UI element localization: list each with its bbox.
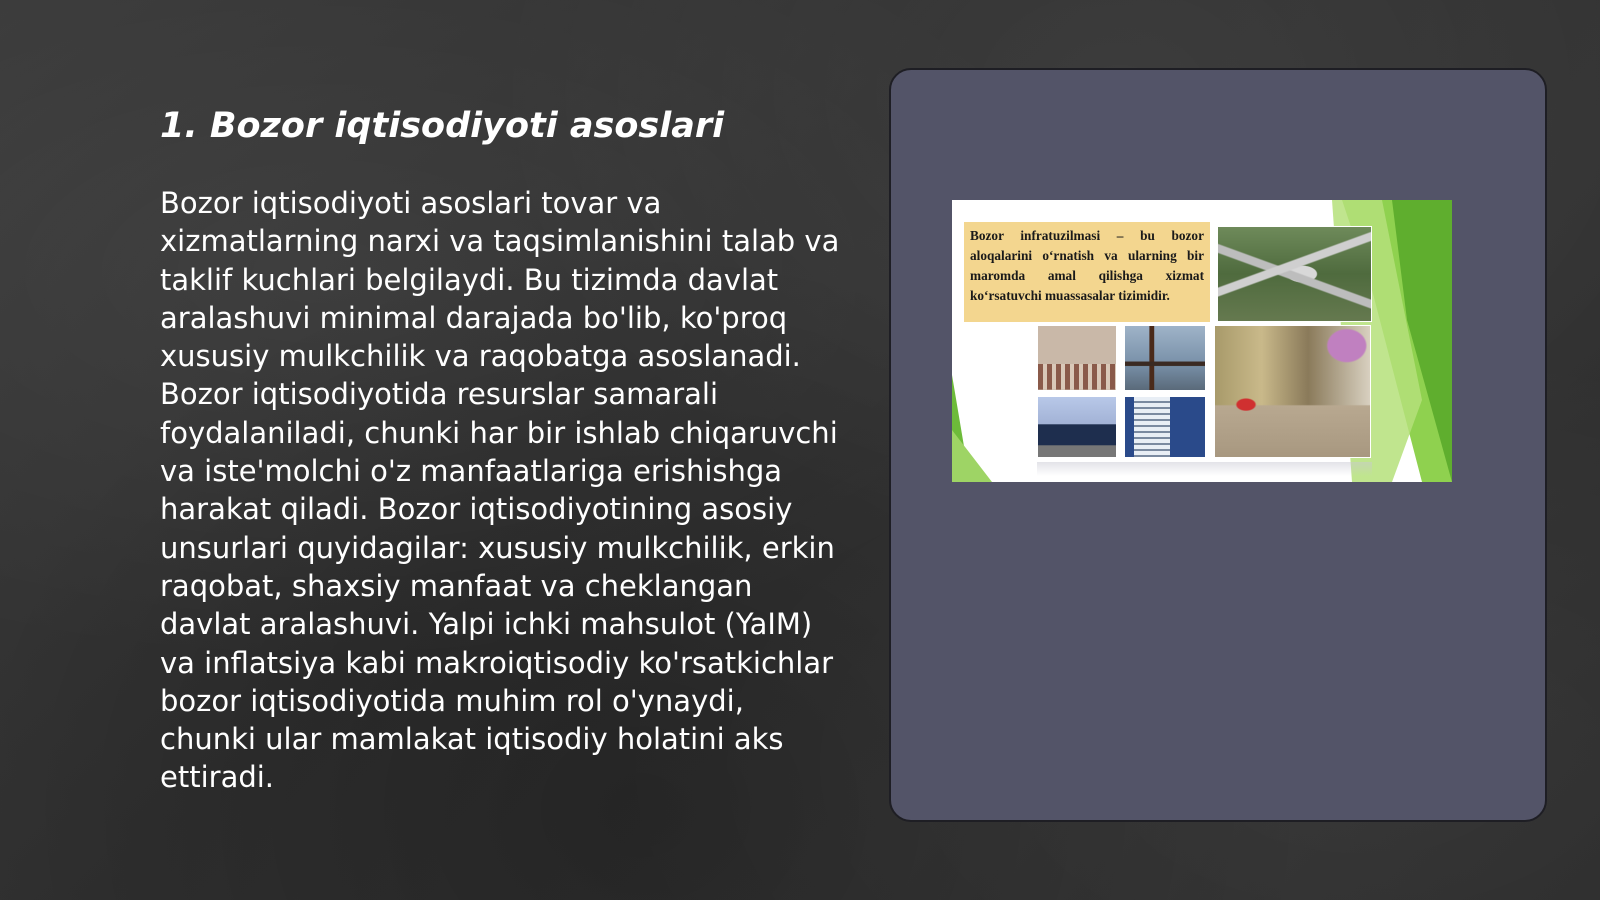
definition-text: Bozor infratuzilmasi – bu bozor aloqalarini o‘rnatish va ularning bir maromda amal qilishga xizmat ko‘rsatuvchi muassasalar tizimidir. bbox=[964, 222, 1210, 322]
highway-interchange-photo bbox=[1217, 226, 1372, 322]
slide-title: 1. Bozor iqtisodiyoti asoslari bbox=[160, 106, 725, 146]
office-building-photo bbox=[1124, 396, 1206, 458]
bridge-photo bbox=[1124, 325, 1206, 391]
slide-body-text: Bozor iqtisodiyoti asoslari tovar va xizmatlarning narxi va taqsimlanishini talab va taklif kuchlari belgilaydi. Bu tizimda davlat aralashuvi minimal darajada bo'lib, ko'proq xususiy mulkchilik va raqobatga asoslanadi. Bozor iqtisodiyotida resurslar samarali foydalaniladi, chunki har bir ishlab chiqaruvchi va iste'molchi o'z manfaatlariga erishishga harakat qiladi. Bozor iqtisodiyotining asosiy unsurlari quyidagilar: xususiy mulkchilik, erkin raqobat, shaxsiy manfaat va cheklangan davlat aralashuvi. Yalpi ichki mahsulot (YaIM) va inflatsiya kabi makroiqtisodiy ko'rsatkichlar bozor iqtisodiyotida muhim rol o'ynaydi, chunki ular mamlakat iqtisodiy holatini aks ettiradi. bbox=[160, 186, 840, 795]
photo-reflection bbox=[1037, 462, 1372, 476]
train-photo bbox=[1037, 396, 1117, 458]
market-infrastructure-image bbox=[952, 200, 1452, 482]
bank-building-photo bbox=[1037, 325, 1117, 391]
city-street-photo bbox=[1214, 325, 1371, 458]
image-panel bbox=[889, 68, 1547, 822]
